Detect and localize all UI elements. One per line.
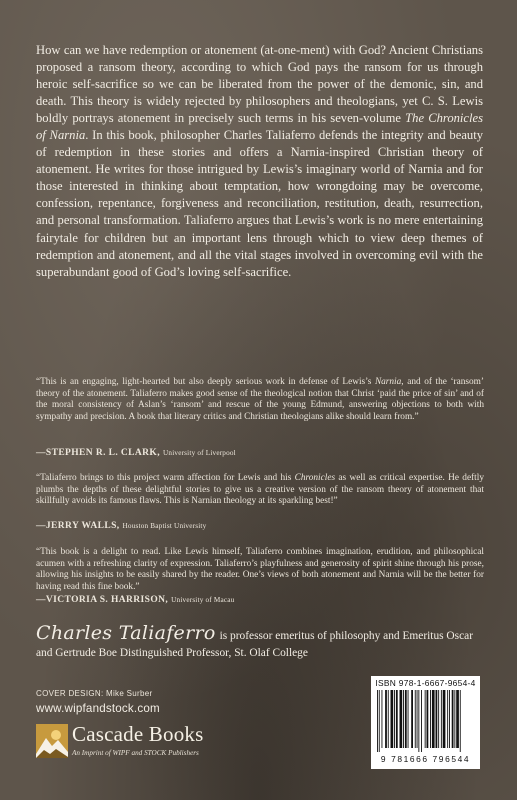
barcode-bar: [379, 690, 380, 752]
barcode-bar: [425, 690, 426, 748]
back-cover-blurb: How can we have redemption or atonement (at-one-ment) with God? Ancient Christians proposed a ransom theory, according to which God pays the ransom for us through heroic self-sacrifice so we can be liberated from the power of the demonic, sin, and death. This theory is widely rejected by philosophers and theologians, yet C. S. Lewis boldly portrays atonement in precisely such terms in his seven-volume The Chronicles of Narnia. In this book, philosopher Charles Taliaferro defends the integrity and beauty of redemption in these stories and offers a Narnia-inspired Christian theory of atonement. He writes for those intrigued by Lewis’s imaginary world of Narnia and for those interested in thinking about temptation, how wrongdoing may be overcome, confession, repentance, forgiveness and reconciliation, restitution, death, resurrection, and personal transformation. Taliaferro argues that Lewis’s work is no mere entertaining fairytale for children but an important lens through which to view deep themes of redemption and atonement, and all the vital stages involved in overcoming evil with the superabundant good of God’s loving self-sacrifice.: [36, 43, 484, 279]
barcode-digits: 9 781666 796544: [380, 754, 471, 764]
barcode-bar: [394, 690, 395, 748]
barcode-bar: [436, 690, 438, 748]
endorsement-clark: “This is an engaging, light-hearted but also deeply serious work in defense of Lewis’s Narnia, and of the ‘ransom’ theory of the atonement. Taliaferro makes good sense of the theological notion that Christ ‘paid the price of sin’ and of the moral consistency of Aslan’s ‘ransom’ and rescue of the young Edmund, answering objections to both with sympathy and precision. A book that literary critics and Christian theologians alike should learn from.”: [36, 377, 485, 422]
barcode-bar: [418, 690, 419, 752]
endorser-walls: —JERRY WALLS, Houston Baptist University: [36, 521, 207, 531]
author-bio: Charles Taliaferro is professor emeritus of philosophy and Emeritus Oscar and Gertrude Boe Distinguished Professor, St. Olaf College: [36, 622, 473, 659]
barcode-bar: [403, 690, 404, 748]
barcode-bar: [443, 690, 446, 748]
barcode-bars: [377, 690, 474, 752]
endorsement-walls: “Taliaferro brings to this project warm affection for Lewis and his Chronicles as well as critical expertise. He deftly plumbs the depths of these delightful stories to give us a creative version of the ransom theory of atonement that skillfully avoids its famous flaws. This is Narnian theology at its sparkling best!”: [36, 473, 484, 507]
isbn-barcode: [371, 676, 480, 769]
isbn-label: ISBN 978-1-6667-9654-4: [375, 678, 476, 688]
barcode-bar: [452, 690, 454, 748]
barcode-bar: [382, 690, 383, 748]
barcode-bar: [388, 690, 389, 748]
barcode-bar: [377, 690, 378, 752]
barcode-bar: [391, 690, 394, 748]
barcode-bar: [396, 690, 398, 748]
barcode-bar: [432, 690, 435, 748]
publisher-logo: [36, 722, 216, 766]
barcode-bar: [427, 690, 429, 748]
cover-design-credit: COVER DESIGN: Mike Surber: [36, 689, 153, 698]
mountain-sun-icon: [36, 724, 68, 758]
barcode-bar: [441, 690, 442, 748]
author-name: Charles Taliaferro: [36, 622, 216, 644]
publisher-tagline: An Imprint of WIPF and STOCK Publishers: [72, 749, 199, 757]
endorsement-harrison: “This book is a delight to read. Like Lewis himself, Taliaferro combines imagination, erudition, and philosophical acumen with a refreshing clarity of expression. Taliaferro’s playfulness and generosity of spirit shine through his prose, allowing his insights to be easily shared by the reader. One’s views of both atonement and Narnia will be the better for having read this fine book.”: [36, 547, 484, 592]
barcode-bar: [405, 690, 407, 748]
barcode-bar: [456, 690, 459, 748]
barcode-bar: [415, 690, 416, 748]
barcode-bar: [421, 690, 422, 752]
barcode-bar: [449, 690, 450, 748]
barcode-bar: [460, 690, 461, 752]
barcode-bar: [411, 690, 413, 748]
endorser-clark: —STEPHEN R. L. CLARK, University of Liverpool: [36, 448, 236, 458]
barcode-bar: [408, 690, 409, 748]
barcode-bar: [400, 690, 403, 748]
publisher-name: Cascade Books: [72, 722, 204, 746]
publisher-website-link[interactable]: www.wipfandstock.com: [36, 702, 160, 715]
book-series-title: The Chronicles of Narnia: [36, 111, 484, 143]
barcode-bar: [438, 690, 439, 748]
barcode-bar: [447, 690, 448, 748]
barcode-bar: [454, 690, 455, 748]
barcode-bar: [385, 690, 387, 748]
barcode-bar: [417, 690, 418, 748]
barcode-bar: [430, 690, 431, 748]
endorser-harrison: —VICTORIA S. HARRISON, University of Macau: [36, 595, 235, 605]
